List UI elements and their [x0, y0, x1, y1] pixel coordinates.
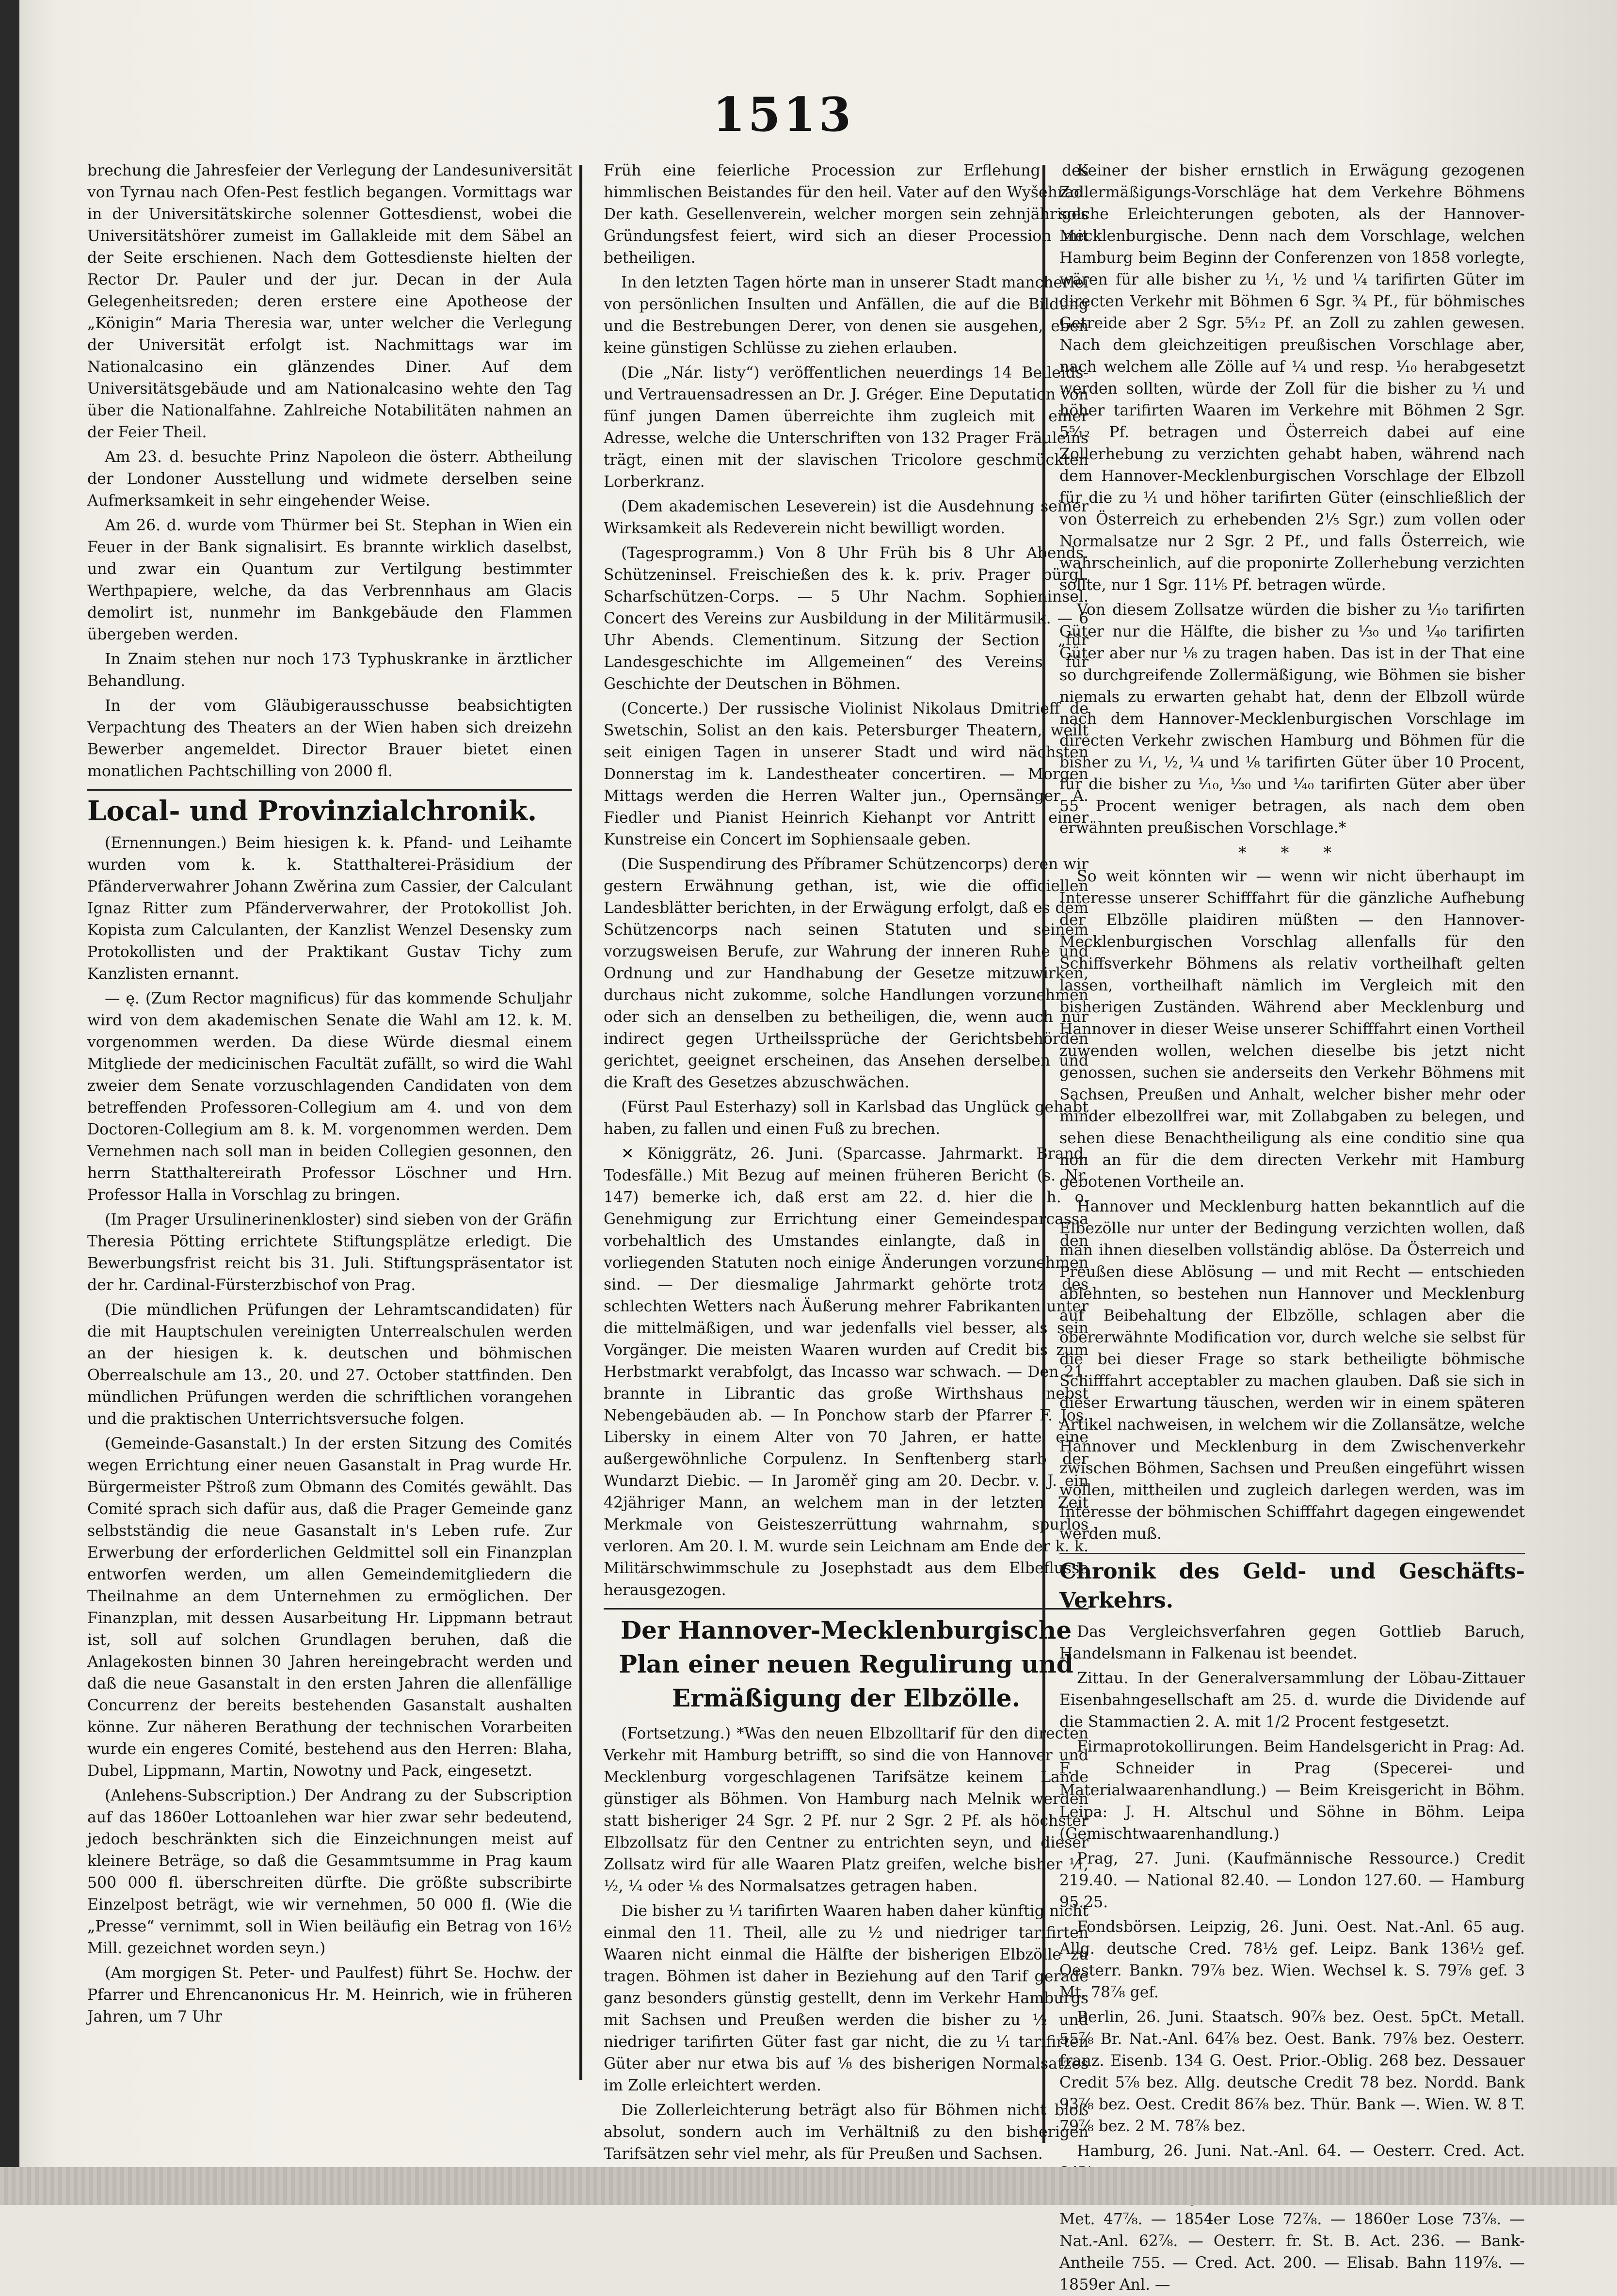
article-paragraph: In der vom Gläubigerausschusse beabsichtigten Verpachtung des Theaters an der Wien haben sich dreizehn Bewerber angemeldet. Director Brauer bietet einen monatlichen Pachtschilling von 2000 fl. — [87, 697, 572, 780]
article-paragraph: Am 23. d. besuchte Prinz Napoleon die österr. Abtheilung der Londoner Ausstellung und widmete derselben seine Aufmerksamkeit in sehr eingehender Weise. — [87, 448, 572, 510]
page-number: 1513 — [713, 87, 854, 142]
market-report: Berlin, 26. Juni. Staatsch. 90⅞ bez. Oest. 5pCt. Metall. 55⅞ Br. Nat.-Anl. 64⅞ bez. Oest. Bank. 79⅞ bez. Oesterr. franz. Eisenb. 134 G. Oest. Prior.-Oblig. 268 bez. Dessauer Credit 5⅞ bez. Allg. deutsche Credit 78 bez. Nordd. Bank 93⅞ bez. Oest. Credit 86⅞ bez. Thür. Bank —. Wien. W. 8 T. 79⅞ bez. 2 M. 78⅞ bez. — [1059, 2009, 1525, 2135]
section-heading-local: Local- und Provinzialchronik. — [87, 789, 572, 827]
article-paragraph: (Am morgigen St. Peter- und Paulfest) führt Se. Hochw. der Pfarrer und Ehrencanonicus Hr. M. Heinrich, wie in früheren Jahren, um 7 Uhr — [87, 1964, 572, 2025]
section-separator-stars: * * * — [1238, 843, 1346, 862]
article-paragraph: Firmaprotokollirungen. Beim Handelsgericht in Prag: Ad. F. Schneider in Prag (Specerei- und Materialwaarenhandlung.) — Beim Kreisgericht in Böhm. Leipa: J. H. Altschul und Söhne in Böhm. Leipa (Gemischtwaarenhandlung.) — [1059, 1738, 1525, 1843]
column-3 — [1059, 160, 1525, 2294]
article-paragraph: brechung die Jahresfeier der Verlegung der Landesuniversität von Tyrnau nach Ofen-Pest festlich begangen. Vormittags war in der Universitätskirche solenner Gottesdienst, wobei die Universitätshörer zumeist im Gallakleide mit dem Säbel an der Seite erschienen. Nach dem Gottesdienste hielten der Rector Dr. Pauler und der jur. Decan in der Aula Gelegenheitsreden; deren erstere eine Apotheose der „Königin“ Maria Theresia war, unter welcher die Verlegung der Universität erfolgt ist. Nachmittags war im Nationalcasino ein glänzendes Diner. Auf dem Universitätsgebäude und am Nationalcasino wehte den Tag über die Nationalfahne. Zahlreiche Notabilitäten nahmen an der Feier Theil. — [87, 162, 572, 441]
article-paragraph: (Die mündlichen Prüfungen der Lehramtscandidaten) für die mit Hauptschulen vereinigten Unterrealschulen werden an der hiesigen k. k. deutschen und böhmischen Oberrealschule am 13., 20. und 27. October stattfinden. Den mündlichen Prüfungen werden die schriftlichen vorangehen und die praktischen Unterrichtsversuche folgen. — [87, 1301, 572, 1428]
article-paragraph: ✕ Königgrätz, 26. Juni. (Sparcasse. Jahrmarkt. Brand. Todesfälle.) Mit Bezug auf meinen früheren Bericht (s. Nr. 147) bemerke ich, daß erst am 22. d. hier die h. o. Genehmigung zur Errichtung einer Gemeindesparcassa vorbehaltlich des Umstandes einlangte, daß in den vorliegenden Statuten noch einige Änderungen vorzunehmen sind. — Der diesmalige Jahrmarkt gehörte trotz des schlechten Wetters nach Äußerung mehrer Fabrikanten unter die mittelmäßigen, und war jedenfalls viel besser, als sein Vorgänger. Die meisten Waaren wurden auf Credit bis zum Herbstmarkt verabfolgt, das Incasso war schwach. — Den 21. brannte in Librantic das große Wirthshaus nebst Nebengebäuden ab. — In Ponchow starb der Pfarrer F. Jos. Libersky in einem Alter von 70 Jahren, er hatte eine außergewöhnliche Corpulenz. In Senftenberg starb der Wundarzt Diebic. — In Jaroměř ging am 20. Decbr. v. J. ein 42jähriger Mann, an welchem man in der letzten Zeit Merkmale von Geisteszerrüttung wahrnahm, spurlos verloren. Am 20. l. M. wurde sein Leichnam am Ende der k. k. Militärschwimmschule zu Josephstadt aus dem Elbeflusse herausgezogen. — [604, 1145, 1089, 1599]
article-paragraph: Zittau. In der Generalversammlung der Löbau-Zittauer Eisenbahngesellschaft am 25. d. wurde die Dividende auf die Stammactien 2. A. mit 1/2 Procent festgesetzt. — [1059, 1670, 1525, 1731]
article-paragraph: Keiner der bisher ernstlich in Erwägung gezogenen Zollermäßigungs-Vorschläge hat dem Verkehre Böhmens solche Erleichterungen geboten, als der Hannover-Mecklenburgische. Denn nach dem Vorschlage, welchen Hamburg beim Beginn der Conferenzen von 1858 vorlegte, wären für alle bisher zu ¹⁄₁, ¹⁄₂ und ¹⁄₄ tarifirten Güter im directen Verkehr mit Böhmen 6 Sgr. ¾ Pf., für böhmisches Getreide aber 2 Sgr. 5⁵⁄₁₂ Pf. an Zoll zu zahlen gewesen. Nach dem gleichzeitigen preußischen Vorschlage aber, nach welchem alle Zölle auf ¼ und resp. ¹⁄₁₀ herabgesetzt werden sollten, würde der Zoll für die bisher zu ¹⁄₁ und höher tarifirten Waaren im Verkehre mit Böhmen 2 Sgr. 5⁵⁄₁₂ Pf. betragen und Österreich dabei auf eine Zollerhebung zu verzichten gehabt haben, während nach dem Hannover-Mecklenburgischen Vorschlage der Elbzoll für die zu ¹⁄₁ und höher tarifirten Güter (einschließlich der von Österreich zu erhebenden 2⅕ Sgr.) zum vollen oder Normalsatze nur 2 Sgr. 2 Pf., und falls Österreich, wie wahrscheinlich, auf die proponirte Zollerhebung verzichten sollte, nur 1 Sgr. 11⅕ Pf. betragen würde. — [1059, 162, 1525, 594]
article-paragraph: Am 26. d. wurde vom Thürmer bei St. Stephan in Wien ein Feuer in der Bank signalisirt. Es brannte wirklich daselbst, und zwar ein Quantum zur Vertilgung bestimmter Werthpapiere, welche, da das Verbrennhaus am Glacis demolirt ist, nunmehr im Bankgebäude den Flammen übergeben werden. — [87, 517, 572, 643]
article-paragraph: Die bisher zu ¹⁄₁ tarifirten Waaren haben daher künftig nicht einmal den 11. Theil, alle zu ½ und niedriger tarifirten Waaren nicht einmal die Hälfte der bisherigen Elbzölle zu tragen. Böhmen ist daher in Beziehung auf den Tarif gerade ganz besonders günstig gestellt, denn im Verkehr Hamburgs mit Sachsen und Preußen werden die bisher zu ½ und niedriger tarifirten Güter fast gar nicht, die zu ¹⁄₁ tarifirten Güter aber nur etwa bis auf ⅛ des bisherigen Normalsatzes im Zolle erleichtert werden. — [604, 1902, 1089, 2094]
article-paragraph: (Tagesprogramm.) Von 8 Uhr Früh bis 8 Uhr Abends. Schützeninsel. Freischießen des k. k. priv. Prager bürgl. Scharfschützen-Corps. — 5 Uhr Nachm. Sophieninsel. Concert des Vereins zur Ausbildung in der Militärmusik. — 6 Uhr Abends. Clementinum. Sitzung der Section „für Landesgeschichte im Allgemeinen“ des Vereins für Geschichte der Deutschen in Böhmen. — [604, 544, 1089, 693]
article-paragraph: So weit könnten wir — wenn wir nicht überhaupt im Interesse unserer Schifffahrt für die gänzliche Aufhebung der Elbzölle plaidiren müßten — den Hannover-Mecklenburgischen Vorschlag allenfalls für den Schiffsverkehr Böhmens als relativ vortheilhaft gelten lassen, vortheilhaft nämlich im Vergleich mit den bisherigen Zuständen. Während aber Mecklenburg und Hannover in dieser Weise unserer Schifffahrt einen Vortheil zuwenden wollen, welchen dieselbe bis jetzt nicht genossen, suchen sie anderseits den Verkehr Böhmens mit Sachsen, Preußen und Anhalt, welcher bisher mehr oder minder elbezollfrei war, mit Zollabgaben zu belegen, und sehen diese Benachtheiligung als eine conditio sine qua non an für die dem directen Verkehr mit Hamburg gebotenen Vortheile an. — [1059, 868, 1525, 1191]
column-2 — [604, 160, 1089, 2162]
article-paragraph: In den letzten Tagen hörte man in unserer Stadt mancherlei von persönlichen Insulten und Anfällen, die auf die Bildung und die Bestrebungen Derer, von denen sie ausgehen, eben keine günstigen Schlüsse zu ziehen erlauben. — [604, 274, 1089, 357]
article-paragraph: Von diesem Zollsatze würden die bisher zu ¹⁄₁₀ tarifirten Güter nur die Hälfte, die bisher zu ¹⁄₃₀ und ¹⁄₄₀ tarifirten Güter aber nur ⅛ zu tragen haben. Das ist in der That eine so durchgreifende Zollermäßigung, wie Böhmen sie bisher niemals zu erwarten gehabt hat, denn der Elbzoll würde nach dem Hannover-Mecklenburgischen Vorschlage im directen Verkehr zwischen Hamburg und Böhmen für die bisher zu ¹⁄₁, ¹⁄₂, ¹⁄₄ und ¹⁄₈ tarifirten Güter über 10 Procent, für die bisher zu ¹⁄₁₀, ¹⁄₃₀ und ¹⁄₄₀ tarifirten Güter aber über 55 Procent weniger betragen, als nach dem oben erwähnten preußischen Vorschlage.* — [1059, 601, 1525, 837]
market-report: Prag, 27. Juni. (Kaufmännische Ressource.) Credit 219.40. — National 82.40. — London 127.60. — Hamburg 95.25. — [1059, 1850, 1525, 1911]
article-paragraph: — ę. (Zum Rector magnificus) für das kommende Schuljahr wird von dem akademischen Senate die Wahl am 12. k. M. vorgenommen werden. Da diese Würde diesmal einem Mitgliede der medicinischen Facultät zufällt, so wird die Wahl zweier dem Senate vorzuschlagenden Candidaten von dem betreffenden Professoren-Collegium am 4. und von dem Doctoren-Collegium am 8. k. M. vorgenommen werden. Dem Vernehmen nach soll man in beiden Collegien gesonnen, den herrn Statthaltereirath Professor Löschner und Hrn. Professor Halla in Vorschlag zu bringen. — [87, 990, 572, 1204]
section-heading-elbzoelle: Der Hannover-Mecklenburgische Plan einer neuen Regulirung und Ermäßigung der Elbzölle. — [604, 1608, 1089, 1715]
article-paragraph: (Fürst Paul Esterhazy) soll in Karlsbad das Unglück gehabt haben, zu fallen und einen Fuß zu brechen. — [604, 1099, 1089, 1138]
section-heading-finance: Chronik des Geld- und Geschäfts-Verkehrs. — [1059, 1553, 1525, 1615]
article-paragraph: Die Zollerleichterung beträgt also für Böhmen nicht bloß absolut, sondern auch im Verhältniß zu den bisherigen Tarifsätzen sehr viel mehr, als für Preußen und Sachsen. — [604, 2102, 1089, 2163]
article-paragraph: In Znaim stehen nur noch 173 Typhuskranke in ärztlicher Behandlung. — [87, 651, 572, 690]
article-paragraph: (Anlehens-Subscription.) Der Andrang zu der Subscription auf das 1860er Lottoanlehen war hier zwar sehr bedeutend, jedoch beschränkten sich die Einzeichnungen meist auf kleinere Beträge, so daß die Gesammtsumme in Prag kaum 500 000 fl. überschreiten dürfte. Die größte subscribirte Einzelpost beträgt, wie wir vernehmen, 50 000 fl. (Wie die „Presse“ vernimmt, soll in Wien beiläufig ein Betrag von 16½ Mill. gezeichnet worden seyn.) — [87, 1787, 572, 1957]
article-paragraph: (Gemeinde-Gasanstalt.) In der ersten Sitzung des Comités wegen Errichtung einer neuen Gasanstalt in Prag wurde Hr. Bürgermeister Pštroß zum Obmann des Comités gewählt. Das Comité sprach sich dafür aus, daß die Prager Gemeinde ganz selbstständig die neue Gasanstalt in's Leben rufe. Zur Erwerbung der erforderlichen Geldmittel soll ein Finanzplan entworfen werden, um allen Gemeindemitgliedern die Theilnahme an dem Unternehmen zu ermöglichen. Der Finanzplan, mit dessen Ausarbeitung Hr. Lippmann betraut ist, soll auf solchen Grundlagen beruhen, daß die Anlagekosten binnen 30 Jahren hereingebracht werden und daß die neue Gasanstalt in den ersten Jahren die allenfällige Concurrenz der bereits bestehenden Gasanstalt aushalten könne. Zur näheren Berathung der technischen Vorarbeiten wurde ein engeres Comité, bestehend aus den Herren: Blaha, Dubel, Lippmann, Martin, Nowotny und Pack, eingesetzt. — [87, 1435, 572, 1780]
article-paragraph: Das Vergleichsverfahren gegen Gottlieb Baruch, Handelsmann in Falkenau ist beendet. — [1059, 1623, 1525, 1662]
article-paragraph: Hannover und Mecklenburg hatten bekanntlich auf die Elbezölle nur unter der Bedingung verzichten wollen, daß man ihnen dieselben vollständig ablöse. Da Österreich und Preußen diese Ablösung — und mit Recht — entschieden ablehnten, so bestehen nun Hannover und Mecklenburg auf Beibehaltung der Elbzölle, schlagen aber die obererwähnte Modification vor, durch welche sie selbst für die bei dieser Frage so stark betheiligte böhmische Schifffahrt acceptabler zu machen glauben. Daß sie sich in dieser Erwartung täuschen, werden wir in einem späteren Artikel nachweisen, in welchem wir die Zollansätze, welche Hannover und Mecklenburg in dem Zwischenverkehr zwischen Böhmen, Sachsen und Preußen eingeführt wissen wollen, mittheilen und zugleich darlegen werden, was im Interesse der böhmischen Schifffahrt dagegen eingewendet werden muß. — [1059, 1198, 1525, 1543]
article-paragraph: Früh eine feierliche Procession zur Erflehung des himmlischen Beistandes für den heil. Vater auf den Wyšehrad. Der kath. Gesellenverein, welcher morgen sein zehnjähriges Gründungsfest feiert, wird sich an dieser Procession mit betheiligen. — [604, 162, 1089, 267]
article-paragraph: (Die „Nár. listy“) veröffentlichen neuerdings 14 Beileids- und Vertrauensadressen an Dr. J. Gréger. Eine Deputation von fünf jungen Damen überreichte ihm zugleich mit einer Adresse, welche die Unterschriften von 132 Prager Fräuleins trägt, einen mit der slavischen Tricolore geschmückten Lorberkranz. — [604, 364, 1089, 491]
scan-edge-left — [0, 0, 19, 2205]
market-report: Fondsbörsen. Leipzig, 26. Juni. Oest. Nat.-Anl. 65 aug. Allg. deutsche Cred. 78½ gef. Leipz. Bank 136½ gef. Oesterr. Bankn. 79⅞ bez. Wien. Wechsel k. S. 79⅞ gef. 3 Mt. 78⅞ gef. — [1059, 1918, 1525, 2001]
market-report: Hamburg, 26. Juni. Nat.-Anl. 64. — Oesterr. Cred. Act. — [1077, 2142, 1525, 2160]
market-report: Met. 47⅞. — 1854er Lose 72⅞. — 1860er Lose 73⅞. — Nat.-Anl. 62⅞. — Oesterr. fr. St. B. Act. 236. — Bank-Antheile 755. — Cred. Act. 200. — Elisab. Bahn 119⅞. — 1859er Anl. — — [1059, 2211, 1525, 2294]
article-paragraph: (Im Prager Ursulinerinenkloster) sind sieben von der Gräfin Theresia Pötting errichtete Stiftungsplätze erledigt. Die Bewerbungsfrist reicht bis 31. Juli. Stiftungspräsentator ist der hr. Cardinal-Fürsterzbischof von Prag. — [87, 1211, 572, 1294]
column-1 — [87, 160, 572, 2162]
article-paragraph: (Ernennungen.) Beim hiesigen k. k. Pfand- und Leihamte wurden vom k. k. Statthalterei-Präsidium der Pfänderverwahrer Johann Zwěrina zum Cassier, der Calculant Ignaz Ritter zum Pfänderverwahrer, der Protokollist Joh. Kopista zum Calculanten, der Kanzlist Wenzel Desensky zum Protokollisten und der Praktikant Gustav Tichy zum Kanzlisten ernannt. — [87, 834, 572, 983]
article-paragraph: (Dem akademischen Leseverein) ist die Ausdehnung seiner Wirksamkeit als Redeverein nicht bewilligt worden. — [604, 498, 1089, 537]
article-paragraph: (Concerte.) Der russische Violinist Nikolaus Dmitrieff de Swetschin, Solist an den kais. Petersburger Theatern, weilt seit einigen Tagen in unserer Stadt und wird nächsten Donnerstag im k. Landestheater concertiren. — Morgen Mittags werden die Herren Walter jun., Opernsänger A. Fiedler und Pianist Heinrich Kiehanpt vor Antritt einer Kunstreise ein Concert im Sophiensaale geben. — [604, 700, 1089, 848]
column-rule-1 — [579, 165, 582, 2080]
scan-edge-bottom — [0, 2167, 1617, 2205]
article-paragraph: (Die Suspendirung des Příbramer Schützencorps) deren wir gestern Erwähnung gethan, ist, wie die officiellen Landesblätter berichten, in der Erwägung erfolgt, daß es dem Schützencorps nach seinen Statuten und seinem vorzugsweisen Berufe, zur Wahrung der inneren Ruhe und Ordnung und zur Handhabung der Gesetze mitzuwirken, durchaus nicht zukomme, solche Handlungen vorzunehmen oder sich an denselben zu betheiligen, die, wenn auch nur indirect gegen Urtheilssprüche der Gerichtsbehörden gerichtet, geeignet erscheinen, das Ansehen derselben und die Kraft des Gesetzes abzuschwächen. — [604, 856, 1089, 1091]
article-paragraph: (Fortsetzung.) *Was den neuen Elbzolltarif für den directen Verkehr mit Hamburg betrifft, so sind die von Hannover und Mecklenburg vorgeschlagenen Tarifsätze keinem Lande günstiger als Böhmen. Von Hamburg nach Melnik werden statt bisheriger 24 Sgr. 2 Pf. nur 2 Sgr. 2 Pf. als höchster Elbzollsatz für den Centner zu entrichten seyn, und dieser Zollsatz wird für alle Waaren Platz greifen, welche bisher ¹⁄₁, ¹⁄₂, ¹⁄₄ oder ¹⁄₈ des Normalsatzes getragen haben. — [604, 1725, 1089, 1895]
